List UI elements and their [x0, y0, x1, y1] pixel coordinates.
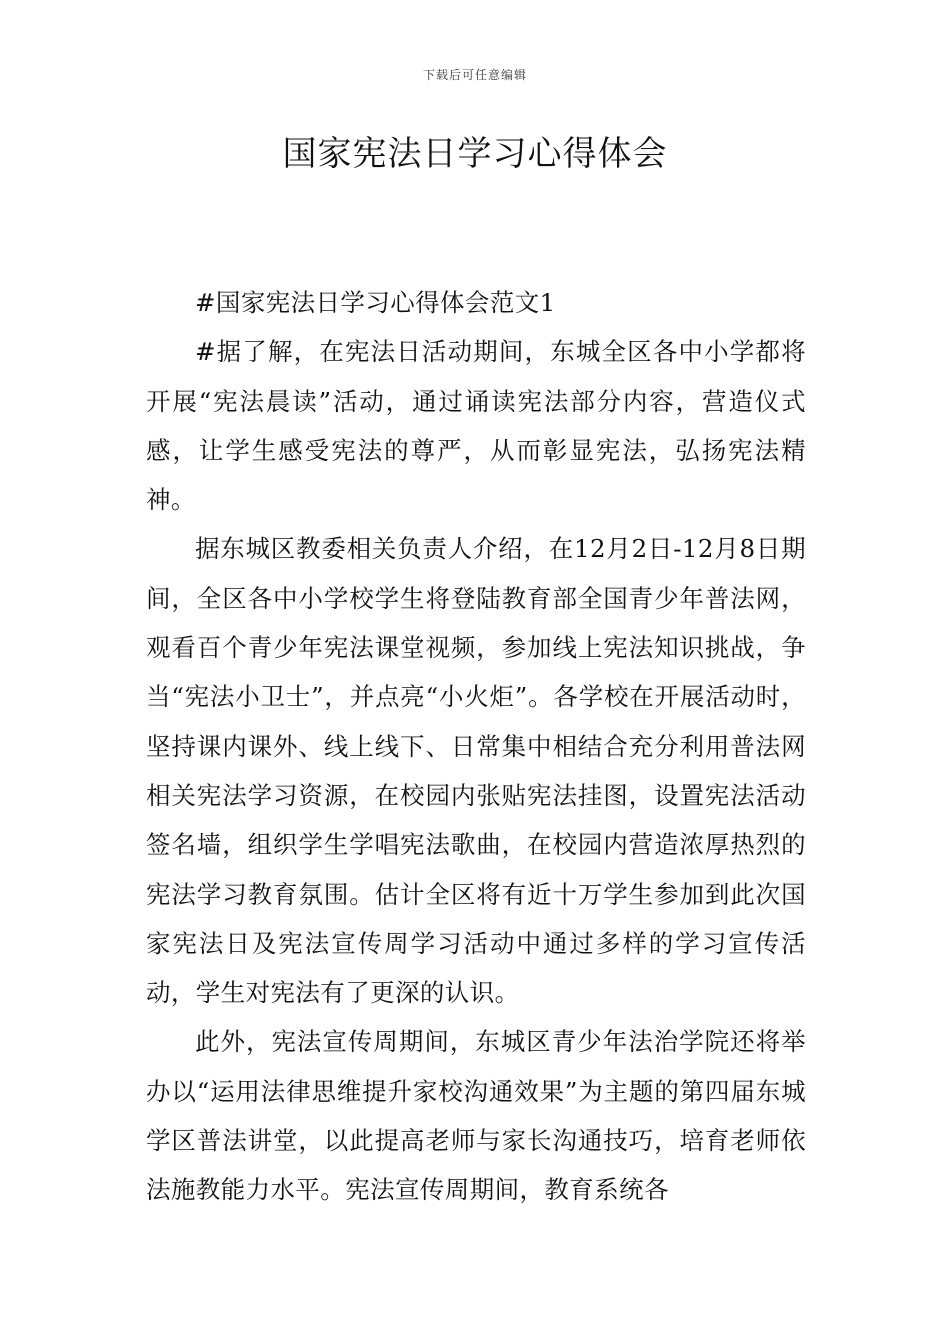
paragraph: 据东城区教委相关负责人介绍，在12月2日-12月8日期间，全区各中小学校学生将登陆教育部全国青少年普法网，观看百个青少年宪法课堂视频，参加线上宪法知识挑战，争当“宪法小卫士”，并点亮“小火炬”。各学校在开展活动时，坚持课内课外、线上线下、日常集中相结合充分利用普法网相关宪法学习资源，在校园内张贴宪法挂图，设置宪法活动签名墙，组织学生学唱宪法歌曲，在校园内营造浓厚热烈的宪法学习教育氛围。估计全区将有近十万学生参加到此次国家宪法日及宪法宣传周学习活动中通过多样的学习宣传活动，学生对宪法有了更深的认识。: [146, 534, 806, 1008]
paragraph: #据了解，在宪法日活动期间，东城全区各中小学都将开展“宪法晨读”活动，通过诵读宪法部分内容，营造仪式感，让学生感受宪法的尊严，从而彰显宪法，弘扬宪法精神。: [146, 337, 806, 515]
document-body: [146, 278, 806, 1215]
document-title: 国家宪法日学习心得体会: [282, 134, 668, 174]
paragraph-heading: #国家宪法日学习心得体会范文1: [195, 288, 556, 317]
header-note: 下载后可任意编辑: [422, 68, 527, 82]
paragraph: 此外，宪法宣传周期间，东城区青少年法治学院还将举办以“运用法律思维提升家校沟通效果”为主题的第四届东城学区普法讲堂，以此提高老师与家长沟通技巧，培育老师依法施教能力水平。宪法宣传周期间，教育系统各: [146, 1027, 806, 1205]
